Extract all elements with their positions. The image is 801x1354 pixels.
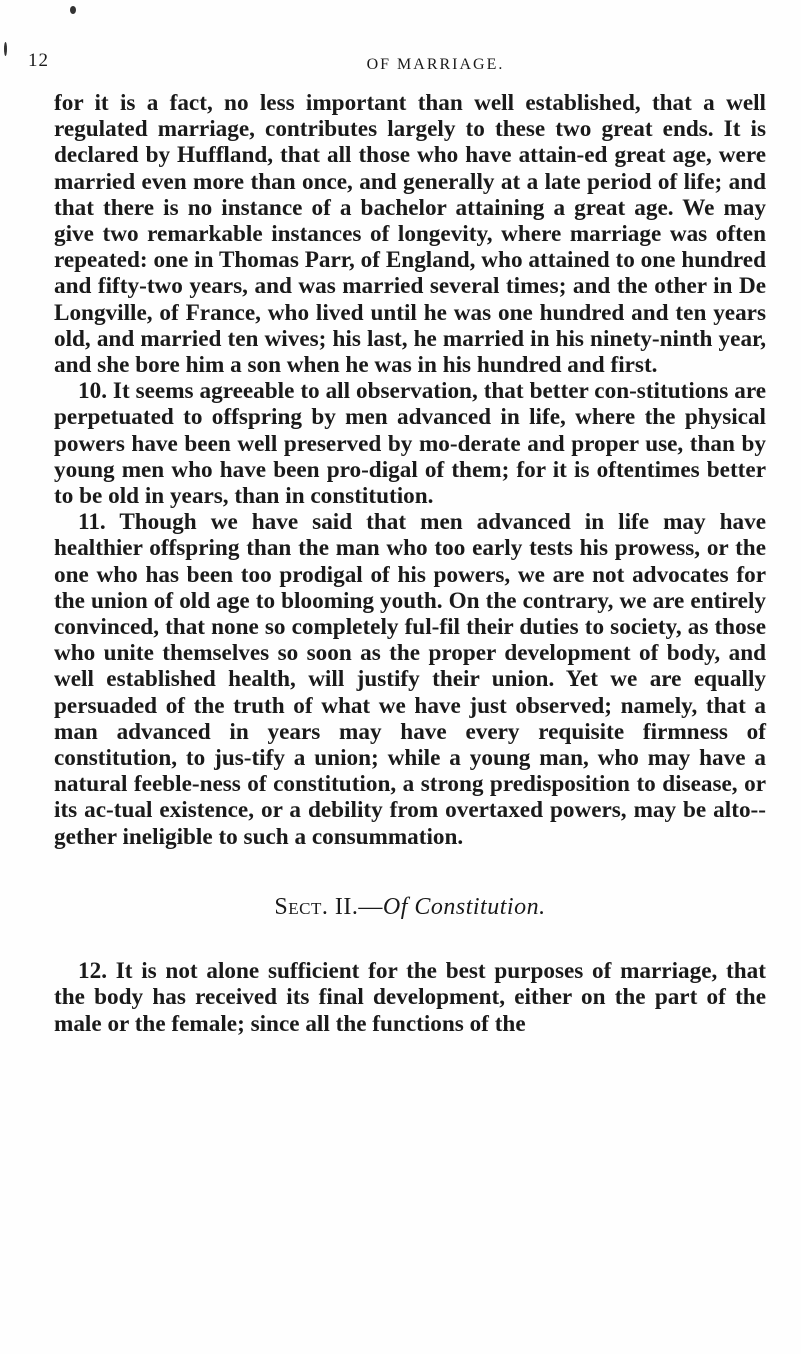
section-dash: —	[358, 893, 383, 920]
section-heading	[54, 894, 766, 920]
ink-speck	[4, 42, 7, 56]
paragraph-continued: for it is a fact, no less important than well established, that a well regulated marriage, contributes largely to these two great ends. It is declared by Huffland, that all those who have attain-ed great age, were married even more than once, and generally at a late period of life; and that there is no instance of a bachelor attaining a great age. We may give two remarkable instances of longevity, where marriage was often repeated: one in Thomas Parr, of England, who attained to one hundred and fifty-two years, and was married several times; and the other in De Longville, of France, who lived until he was one hundred and ten years old, and married ten wives; his last, he married in his ninety-ninth year, and she bore him a son when he was in his hundred and first.	[54, 90, 766, 379]
paragraph-12: 12. It is not alone sufficient for the best purposes of marriage, that the body has received its final development, either on the part of the male or the female; since all the functions of the	[54, 958, 766, 1037]
running-title: OF MARRIAGE.	[366, 56, 505, 73]
ink-speck	[70, 6, 76, 14]
section-label: Sect. II.	[274, 893, 359, 920]
page-body	[54, 90, 766, 1037]
page-number: 12	[28, 50, 49, 71]
paragraph-11: 11. Though we have said that men advanced in life may have healthier offspring than the man who too early tests his prowess, or the one who has been too prodigal of his powers, we are not advocates for the union of old age to blooming youth. On the contrary, we are entirely convinced, that none so completely ful-fil their duties to society, as those who unite themselves so soon as the proper development of body, and well established health, will justify their union. Yet we are equally persuaded of the truth of what we have just observed; namely, that a man advanced in years may have every requisite firmness of constitution, to jus-tify a union; while a young man, who may have a natural feeble-ness of constitution, a strong predisposition to disease, or its ac-tual existence, or a debility from overtaxed powers, may be alto-gether ineligible to such a consummation.	[54, 509, 766, 850]
paragraph-10: 10. It seems agreeable to all observation, that better con-stitutions are perpetuated to offspring by men advanced in life, where the physical powers have been well preserved by mo-derate and proper use, than by young men who have been pro-digal of them; for it is oftentimes better to be old in years, than in constitution.	[54, 378, 766, 510]
section-title: Of Constitution.	[382, 893, 546, 920]
